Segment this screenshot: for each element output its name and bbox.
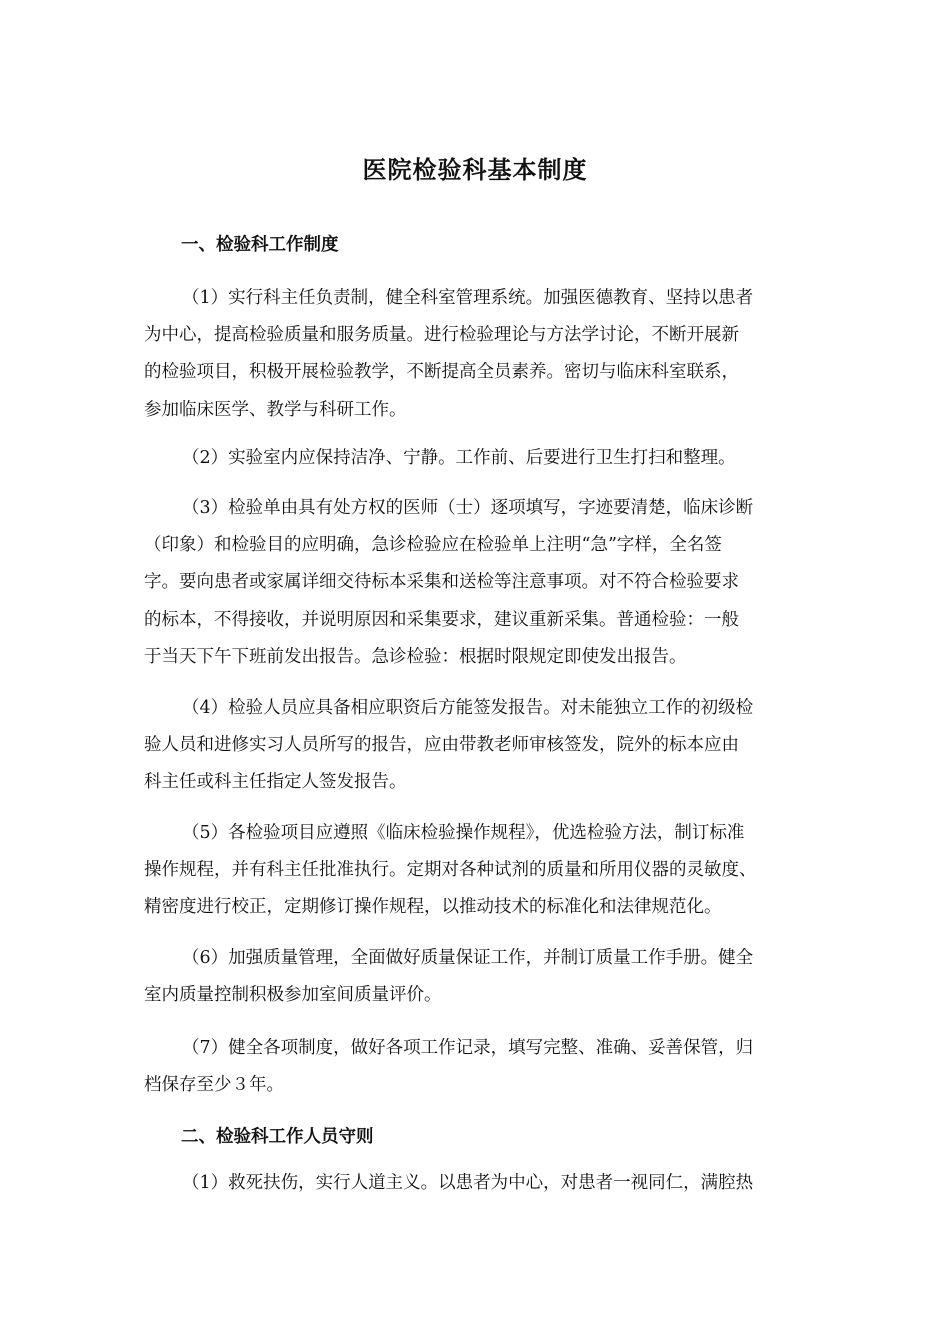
paragraph-line: 于当天下午下班前发出报告。急诊检验：根据时限规定即使发出报告。 [144,646,687,667]
section-heading: 一、检验科工作制度 [181,235,339,255]
paragraph-line: 的检验项目，积极开展检验教学，不断提高全员素养。密切与临床科室联系， [144,362,739,383]
paragraph-line: （4）检验人员应具备相应职资后方能签发报告。对未能独立工作的初级检 [182,698,754,718]
paragraph-line: （1）实行科主任负责制，健全科室管理系统。加强医德教育、坚持以患者 [182,288,754,308]
paragraph-line: 室内质量控制积极参加室间质量评价。 [144,985,442,1006]
paragraph [144,1165,814,1202]
paragraph-line: （2）实验室内应保持洁净、宁静。工作前、后要进行卫生打扫和整理。 [182,448,736,468]
paragraph [144,490,814,676]
paragraph [144,690,814,802]
paragraph [144,440,814,477]
paragraph-line: 科主任或科主任指定人签发报告。 [144,772,407,793]
paragraph [144,1030,814,1104]
paragraph [144,280,814,429]
paragraph-line: （印象）和检验目的应明确，急诊检验应在检验单上注明“急”字样，全名签 [144,535,722,556]
paragraph-line: 为中心，提高检验质量和服务质量。进行检验理论与方法学讨论，不断开展新 [144,325,739,346]
paragraph-line: 档保存至少３年。 [144,1075,284,1096]
paragraph-line: 的标本，不得接收，并说明原因和采集要求，建议重新采集。普通检验：一般 [144,609,739,630]
paragraph-line: 参加临床医学、教学与科研工作。 [144,399,407,420]
paragraph-line: （1）救死扶伤，实行人道主义。以患者为中心，对患者一视同仁，满腔热 [182,1173,754,1193]
paragraph [144,815,814,927]
section-heading: 二、检验科工作人员守则 [181,1127,374,1147]
paragraph-line: （6）加强质量管理，全面做好质量保证工作，并制订质量工作手册。健全 [182,948,754,968]
paragraph-line: （5）各检验项目应遵照《临床检验操作规程》，优选检验方法，制订标准 [182,823,745,843]
paragraph-line: 操作规程，并有科主任批准执行。定期对各种试剂的质量和所用仪器的灵敏度、 [144,860,757,881]
paragraph-line: 验人员和进修实习人员所写的报告，应由带教老师审核签发，院外的标本应由 [144,735,739,756]
paragraph-line: （7）健全各项制度，做好各项工作记录，填写完整、准确、妥善保管，归 [182,1038,754,1058]
paragraph-line: 精密度进行校正，定期修订操作规程，以推动技术的标准化和法律规范化。 [144,897,722,918]
paragraph [144,940,814,1014]
document-title: 医院检验科基本制度 [362,156,588,184]
paragraph-line: 字。要向患者或家属详细交待标本采集和送检等注意事项。对不符合检验要求 [144,572,739,593]
paragraph-line: （3）检验单由具有处方权的医师（士）逐项填写，字迹要清楚，临床诊断 [182,498,754,518]
